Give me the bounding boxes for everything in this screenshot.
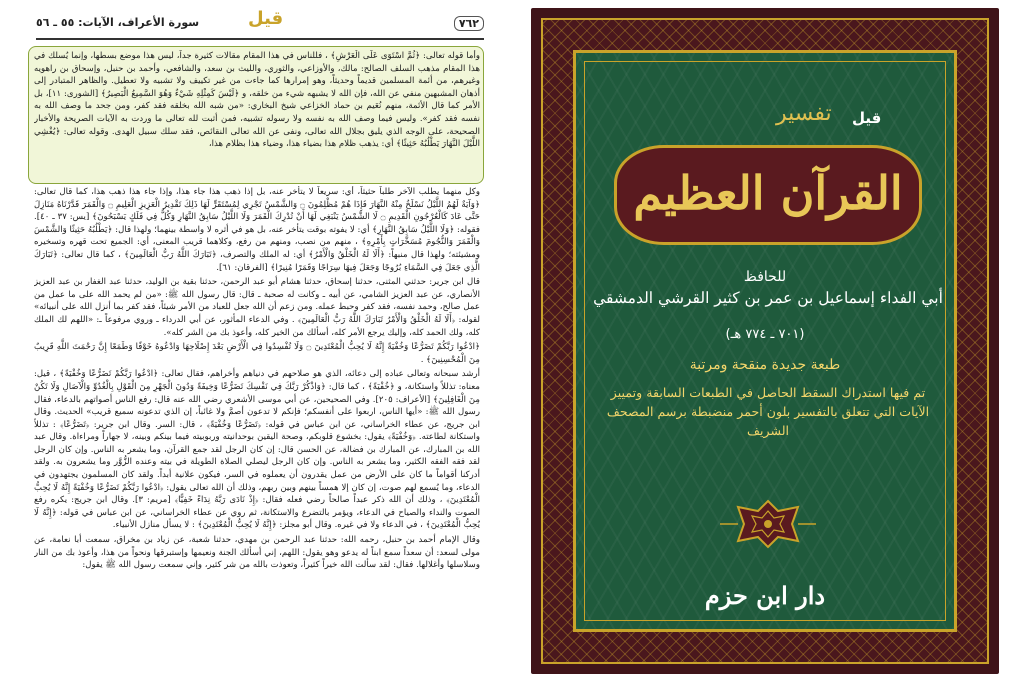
author-label: للحافظ [743, 269, 787, 285]
body-paragraph: وكل منهما يطلب الآخر طلباً حثيثاً، أي: سريعاً لا يتأخر عنه، بل إذا ذهب هذا جاء هذا، وإذا جاء هذا ذهب هذا، كما قال تعالى: ﴿وَآيَةٌ لَهُمُ اللَّيْلُ نَسْلَخُ مِنْهُ النَّهَارَ فَإِذَا هُمْ مُظْلِمُونَ ۝ وَالشَّمْسُ تَجْرِي لِمُسْتَقَرٍّ لَهَا ذَلِكَ تَقْدِيرُ الْعَزِيزِ الْعَلِيمِ ۝ وَالْقَمَرَ قَدَّرْنَاهُ مَنَازِلَ حَتَّى عَادَ كَالْعُرْجُونِ الْقَدِيمِ ۝ لَا الشَّمْسُ يَنْبَغِي لَهَا أَنْ تُدْرِكَ الْقَمَرَ وَلَا اللَّيْلُ سَابِقُ النَّهَارِ وَكُلٌّ فِي فَلَكٍ يَسْبَحُونَ﴾ [يس: ٣٧ ـ ٤٠]. فقوله: ﴿وَلَا اللَّيْلُ سَابِقُ النَّهَارِ﴾ أي: لا يفوته بوقت يتأخر عنه، بل هو في أثره لا واسطة بينهما؛ ولهذا قال: ﴿يَطْلُبُهُ حَثِيثًا وَالشَّمْسَ وَالْقَمَرَ وَالنُّجُومَ مُسَخَّرَاتٍ بِأَمْرِهِ﴾ ، منهم من نصب، ومنهم من رفع، وكلاهما قريب المعنى، أي: الجميع تحت قهره وتسخيره ومشيئته؛ ولهذا قال منبهاً: ﴿أَلَا لَهُ الْخَلْقُ وَالْأَمْرُ﴾ أي: له الملك والتصرف، ﴿تَبَارَكَ اللَّهُ رَبُّ الْعَالَمِينَ﴾ ، كما قال تعالى: ﴿تَبَارَكَ الَّذِي جَعَلَ فِي السَّمَاءِ بُرُوجًا وَجَعَلَ فِيهَا سِرَاجًا وَقَمَرًا مُنِيرًا﴾ [الفرقان: ٦١]. [34, 187, 480, 273]
publisher-name: دار ابن حزم [704, 581, 826, 610]
tafsir-label: تفسير [776, 101, 832, 126]
body-paragraph: وقال الإمام أحمد بن حنبل، رحمه الله: حدثنا عبد الرحمن بن مهدي، حدثنا شعبة، عن زياد بن مخراق، سمعت أبا نعامة، عن مولى لسعد: أن سعداً سمع ابناً له يدعو وهو يقول: اللهم، إني أسألك الجنة ونعيمها وإستبرقها ونحواً من هذا، وأعوذ بك من النار وسلاسلها وأغلالها. فقال: لقد سألت الله خيراً كثيراً، وتعوذت بالله من شر كثير، وإني سمعت رسول الله ﷺ يقول: [34, 535, 480, 571]
highlighted-paragraph: وأما قوله تعالى: ﴿ثُمَّ اسْتَوَى عَلَى الْعَرْشِ﴾ ، فللناس في هذا المقام مقالات كثيرة جداً، ليس هذا موضع بسطها، وإنما يُسلك في هذا المقام مذهب السلف الصالح: مالك، والأوزاعي، والثوري، والليث بن سعد، والشافعي، وأحمد بن حنبل، وإسحاق بن راهويه وغيرهم، من أئمة المسلمين قديماً وحديثاً، وهو إمرارها كما جاءت من غير تكييف ولا تشبيه ولا تعطيل. والظاهر المتبادر إلى أذهان المشبهين منفي عن الله، فإن الله لا يشبهه شيء من خلقه، و ﴿لَيْسَ كَمِثْلِهِ شَيْءٌ وَهُوَ السَّمِيعُ الْبَصِيرُ﴾ [الشورى: ١١]، بل الأمر كما قال الأئمة، منهم نُعَيم بن حماد الخزاعي شيخ البخاري: «من شبه الله بخلقه فقد كفر، ومن جحد ما وصف الله به نفسه فقد كفر». وليس فيما وصف الله به نفسه ولا رسوله تشبيه، فمن أثبت لله تعالى ما وردت به الآيات الصريحة والأخبار الصحيحة، على الوجه الذي يليق بجلال الله تعالى، ونفى عن الله تعالى النقائص، فقد سلك سبيل الهدى. وقوله تعالى: ﴿يُغْشِي اللَّيْلَ النَّهَارَ يَطْلُبُهُ حَثِيثًا﴾ أي: يذهب ظلام هذا بضياء هذا، وضياء هذا بظلام هذا، [34, 51, 480, 150]
header-rule [36, 38, 484, 40]
body-text [34, 186, 480, 668]
cover-panel [573, 50, 957, 632]
body-paragraph: قال ابن جرير: حدثني المثنى، حدثنا إسحاق، حدثنا هشام أبو عبد الرحمن، حدثنا بقية بن الوليد، حدثنا عبد الغفار بن عبد العزيز الأنصاري، عن عبد العزيز الشامي، عن أبيه ـ وكانت له صحبة ـ قال: قال رسول الله ﷺ: «من لم يحمد الله على ما عمل من عمل صالح، وحمد نفسه، فقد كفر وحبط عمله. ومن زعم أن الله جعل للعباد من الأمر شيئاً، فقد كفر بما أنزل الله على أنبيائه» لقوله: ﴿أَلَا لَهُ الْخَلْقُ وَالْأَمْرُ تَبَارَكَ اللَّهُ رَبُّ الْعَالَمِينَ﴾ . وفي الدعاء المأثور، عن أبي الدرداء ـ وروي مرفوعاً ـ: «اللهم لك الملك كله، ولك الحمد كله، وإليك يرجع الأمر كله، أسألك من الخير كله، وأعوذ بك من الشر كله». [34, 277, 480, 338]
book-title: القرآن العظيم [633, 166, 903, 220]
body-paragraph: أرشد سبحانه وتعالى عباده إلى دعائه، الذي هو صلاحهم في دنياهم وأخراهم، فقال تعالى: ﴿ادْعُوا رَبَّكُمْ تَضَرُّعًا وَخُفْيَةً﴾ ، قيل: معناه: تذللاً واستكانة، و ﴿خُفْيَةً﴾ ، كما قال: ﴿وَاذْكُرْ رَبَّكَ فِي نَفْسِكَ تَضَرُّعًا وَخِيفَةً وَدُونَ الْجَهْرِ مِنَ الْقَوْلِ بِالْغُدُوِّ وَالْآصَالِ وَلَا تَكُنْ مِنَ الْغَافِلِينَ﴾ [الأعراف: ٢٠٥]. وفي الصحيحين، عن أبي موسى الأشعري رضي الله عنه قال: رفع الناس أصواتهم بالدعاء، فقال رسول الله ﷺ: «أيها الناس، اربعوا على أنفسكم؛ فإنكم لا تدعون أصمَّ ولا غائباً، إن الذي تدعونه سميع قريب» الحديث. وقال ابن جريج، عن عطاء الخراساني، عن ابن عباس في قوله: ﴿تَضَرُّعًا وَخُفْيَةً﴾ ، قال: السر. وقال ابن جرير: ﴿تَضَرُّعًا﴾ : تذللاً واستكانة لطاعته. ﴿وَخُفْيَةً﴾ يقول: بخشوع قلوبكم، وصحة اليقين بوحدانيته وربوبيته فيما بينكم وبينه، لا جهاراً ومراءاة. وقال عبد الله بن المبارك، عن المبارك بن فضالة، عن الحسن قال: إن كان الرجل لقد جمع القرآن، وما يشعر به الناس. وإن كان الرجل لقد فقه الفقه الكثير، وما يشعر به الناس. وإن كان الرجل ليصلي الصلاة الطويلة في بيته وعنده الزُّوَّر وما يشعرون به. ولقد أدركنا أقواماً ما كان على الأرض من عمل يقدرون أن يعملوه في السر، فيكون علانية أبداً. ولقد كان المسلمون يجتهدون في الدعاء، وما يُسمع لهم صوت، إن كان إلا همساً بينهم وبين ربهم، وذلك أن الله تعالى يقول: ﴿ادْعُوا رَبَّكُمْ تَضَرُّعًا وَخُفْيَةً إِنَّهُ لَا يُحِبُّ الْمُعْتَدِينَ﴾ ، وذلك أن الله ذكر عبداً صالحاً رضي فعله فقال: ﴿إِذْ نَادَى رَبَّهُ نِدَاءً خَفِيًّا﴾ [مريم: ٣]. وقال ابن جريج: يكره رفع الصوت والنداء والصياح في الدعاء، ويؤمر بالتضرع والاستكانة، ثم روي عن عطاء الخراساني، عن ابن عباس في قوله: ﴿إِنَّهُ لَا يُحِبُّ الْمُعْتَدِينَ﴾ ، في الدعاء ولا في غيره. وقال أبو مجلز: ﴿إِنَّهُ لَا يُحِبُّ الْمُعْتَدِينَ﴾ : لا يسأل منازل الأنبياء. [34, 369, 480, 531]
page-header [36, 10, 484, 38]
header-keyword: قيل [248, 8, 284, 29]
surah-reference: سورة الأعراف، الآيات: ٥٥ ـ ٥٦ [36, 16, 200, 29]
author-name: أبي الفداء إسماعيل بن عمر بن كثير القرشي الدمشقي [593, 289, 943, 307]
verse-paragraph: ﴿ادْعُوا رَبَّكُمْ تَضَرُّعًا وَخُفْيَةً إِنَّهُ لَا يُحِبُّ الْمُعْتَدِينَ ۝ وَلَا تُفْسِدُوا فِي الْأَرْضِ بَعْدَ إِصْلَاحِهَا وَادْعُوهُ خَوْفًا وَطَمَعًا إِنَّ رَحْمَتَ اللَّهِ قَرِيبٌ مِنَ الْمُحْسِنِينَ﴾ . [34, 342, 480, 365]
book-cover [531, 8, 999, 674]
edition-description: تم فيها استدراك السقط الحاصل في الطبعات السابقة وتمييز الآيات التي تتعلق بالتفسير بلون أحمر منضبطة برسم المصحف الشريف [606, 385, 930, 438]
text-page [14, 10, 496, 672]
author-dates: (٧٠١ ـ ٧٧٤ هـ) [725, 327, 805, 342]
ornament-icon [718, 499, 818, 549]
title-frame [614, 145, 922, 245]
page-number: ٧٦٢ [454, 16, 484, 31]
publisher-mark: قيل [852, 109, 882, 127]
edition-label: طبعة جديدة منقحة ومرتبة [689, 357, 841, 373]
